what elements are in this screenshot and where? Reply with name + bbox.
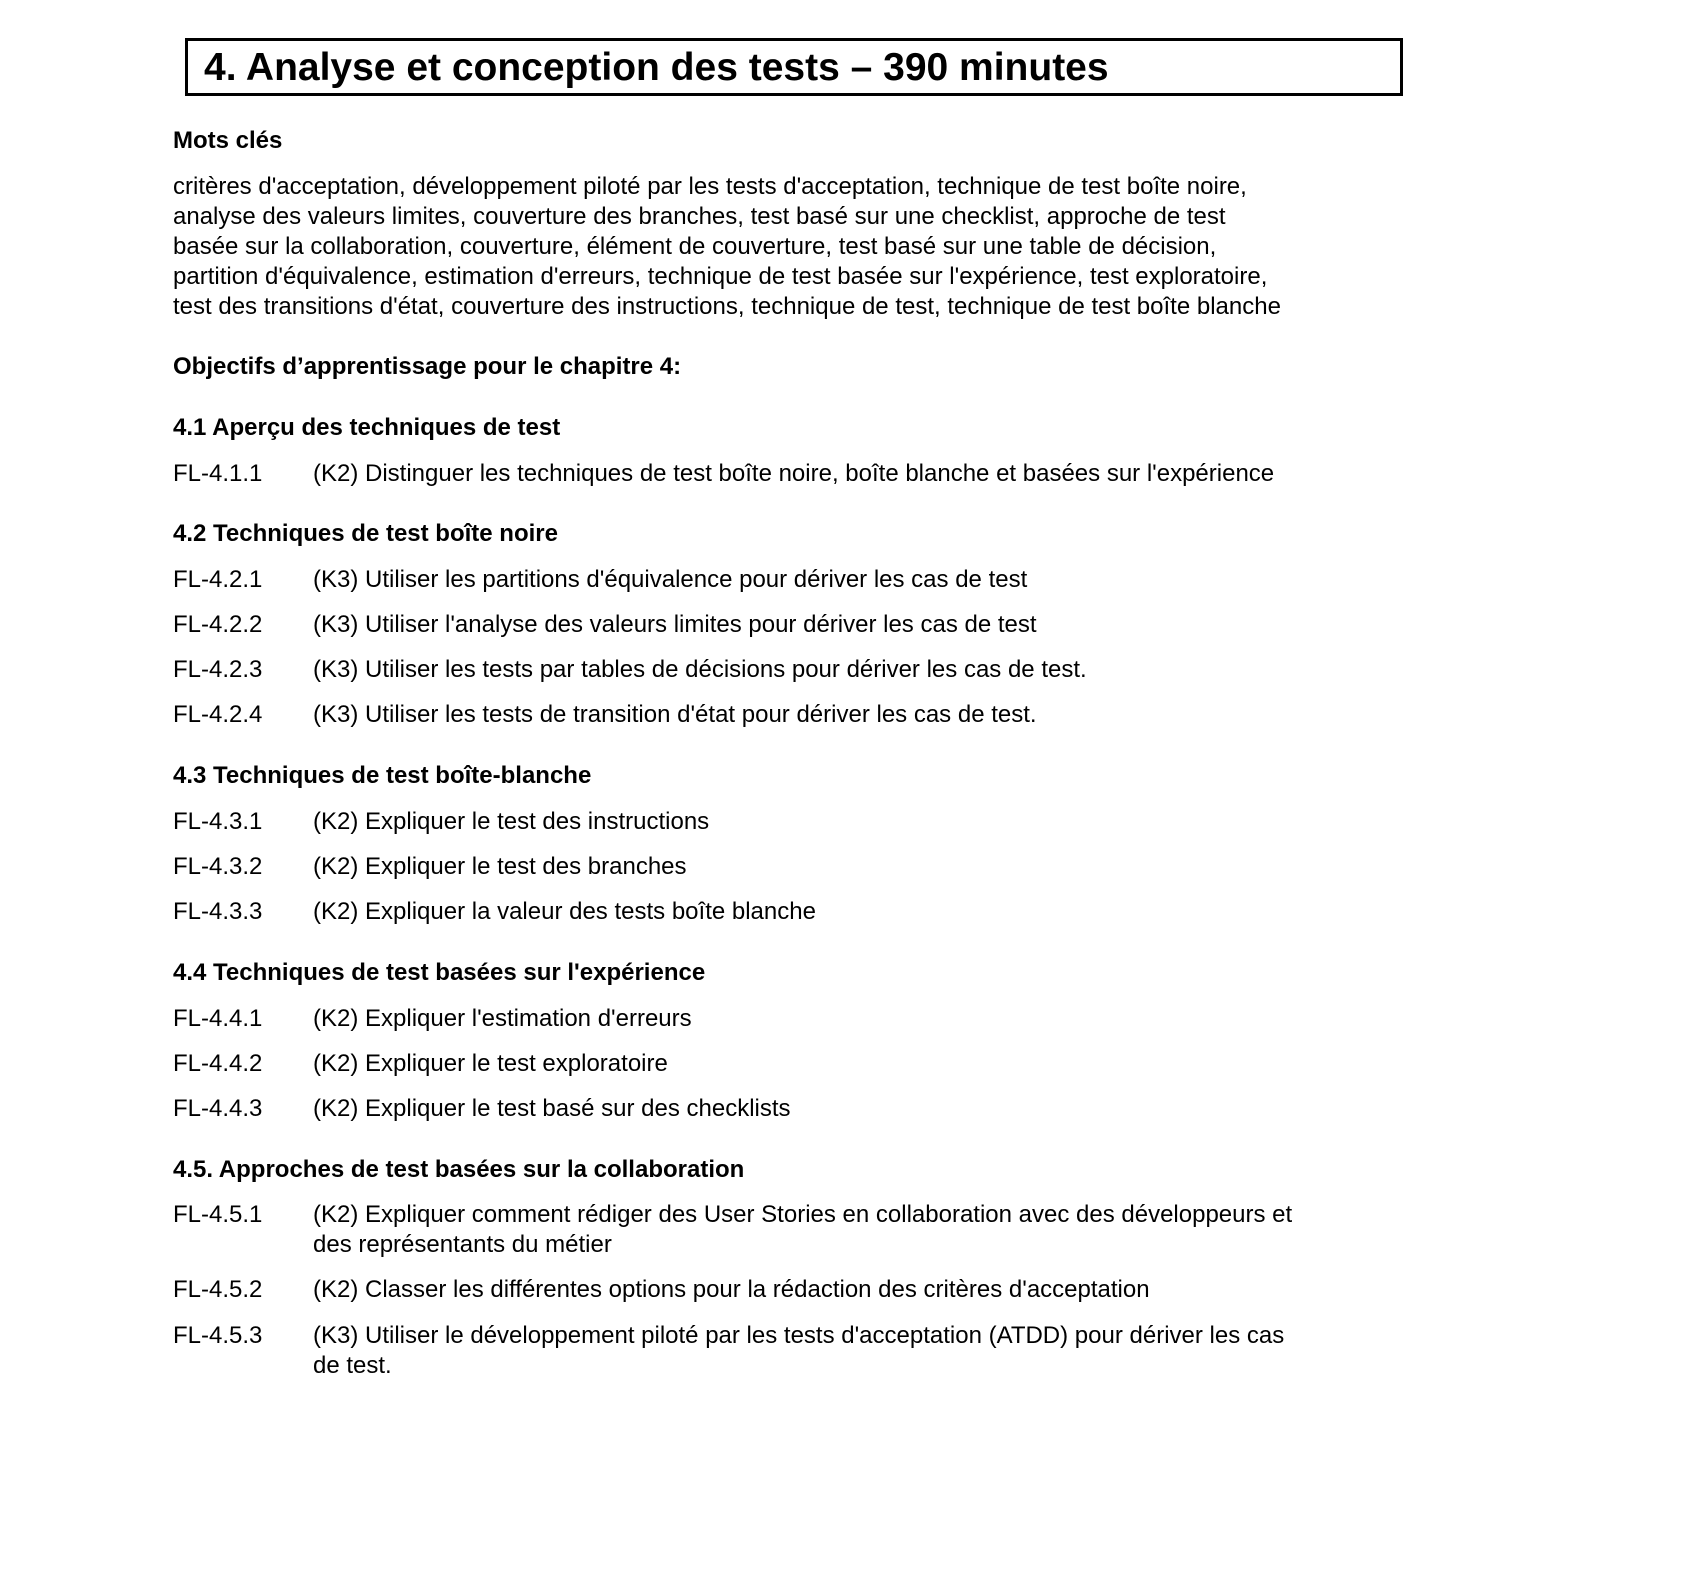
objective-text: (K2) Expliquer le test des instructions: [313, 808, 710, 835]
objective-code: FL-4.2.1: [173, 566, 263, 593]
objective-text: de test.: [313, 1352, 392, 1379]
section-heading-4-5: 4.5. Approches de test basées sur la collaboration: [173, 1156, 745, 1183]
objective-text: (K2) Expliquer l'estimation d'erreurs: [313, 1005, 692, 1032]
objective-code: FL-4.4.2: [173, 1050, 263, 1077]
keywords-heading: Mots clés: [173, 127, 283, 154]
objective-text: (K2) Expliquer le test exploratoire: [313, 1050, 668, 1077]
objective-text: (K3) Utiliser les tests de transition d'état pour dériver les cas de test.: [313, 701, 1037, 728]
objective-code: FL-4.2.2: [173, 611, 263, 638]
objective-code: FL-4.5.3: [173, 1322, 263, 1349]
keywords-paragraph: [173, 172, 1393, 322]
section-heading-4-3: 4.3 Techniques de test boîte-blanche: [173, 762, 592, 789]
objective-code: FL-4.3.3: [173, 898, 263, 925]
objective-code: FL-4.1.1: [173, 460, 263, 487]
section-heading-4-4: 4.4 Techniques de test basées sur l'expérience: [173, 959, 706, 986]
keywords-line: analyse des valeurs limites, couverture des branches, test basé sur une checklist, approche de test: [173, 203, 1226, 230]
section-heading-4-1: 4.1 Aperçu des techniques de test: [173, 414, 561, 441]
objective-text: (K2) Expliquer le test des branches: [313, 853, 687, 880]
section-heading-4-2: 4.2 Techniques de test boîte noire: [173, 520, 558, 547]
objective-text: (K3) Utiliser les tests par tables de décisions pour dériver les cas de test.: [313, 656, 1087, 683]
objective-text: (K2) Expliquer le test basé sur des checklists: [313, 1095, 791, 1122]
objective-code: FL-4.3.1: [173, 808, 263, 835]
objective-code: FL-4.4.1: [173, 1005, 263, 1032]
chapter-title-box: [185, 38, 1403, 96]
objective-text: (K2) Expliquer la valeur des tests boîte blanche: [313, 898, 816, 925]
chapter-title: 4. Analyse et conception des tests – 390 minutes: [204, 46, 1109, 89]
objective-text: des représentants du métier: [313, 1231, 612, 1258]
objective-code: FL-4.2.3: [173, 656, 263, 683]
objectives-heading: Objectifs d’apprentissage pour le chapitre 4:: [173, 353, 682, 380]
objective-code: FL-4.3.2: [173, 853, 263, 880]
objective-text: (K2) Distinguer les techniques de test boîte noire, boîte blanche et basées sur l'expérience: [313, 460, 1275, 487]
objective-code: FL-4.4.3: [173, 1095, 263, 1122]
objective-text: (K2) Expliquer comment rédiger des User Stories en collaboration avec des développeurs et: [313, 1201, 1293, 1228]
objective-text: (K2) Classer les différentes options pour la rédaction des critères d'acceptation: [313, 1276, 1150, 1303]
keywords-line: test des transitions d'état, couverture des instructions, technique de test, technique de test boîte blanche: [173, 293, 1281, 320]
keywords-line: basée sur la collaboration, couverture, élément de couverture, test basé sur une table de décision,: [173, 233, 1217, 260]
objective-text: (K3) Utiliser les partitions d'équivalence pour dériver les cas de test: [313, 566, 1028, 593]
keywords-line: partition d'équivalence, estimation d'erreurs, technique de test basée sur l'expérience, test exploratoire,: [173, 263, 1268, 290]
objective-text: (K3) Utiliser le développement piloté par les tests d'acceptation (ATDD) pour dériver les cas: [313, 1322, 1285, 1349]
objective-code: FL-4.5.2: [173, 1276, 263, 1303]
keywords-line: critères d'acceptation, développement piloté par les tests d'acceptation, technique de test boîte noire,: [173, 173, 1247, 200]
objective-code: FL-4.2.4: [173, 701, 263, 728]
objective-code: FL-4.5.1: [173, 1201, 263, 1228]
objective-text: (K3) Utiliser l'analyse des valeurs limites pour dériver les cas de test: [313, 611, 1037, 638]
